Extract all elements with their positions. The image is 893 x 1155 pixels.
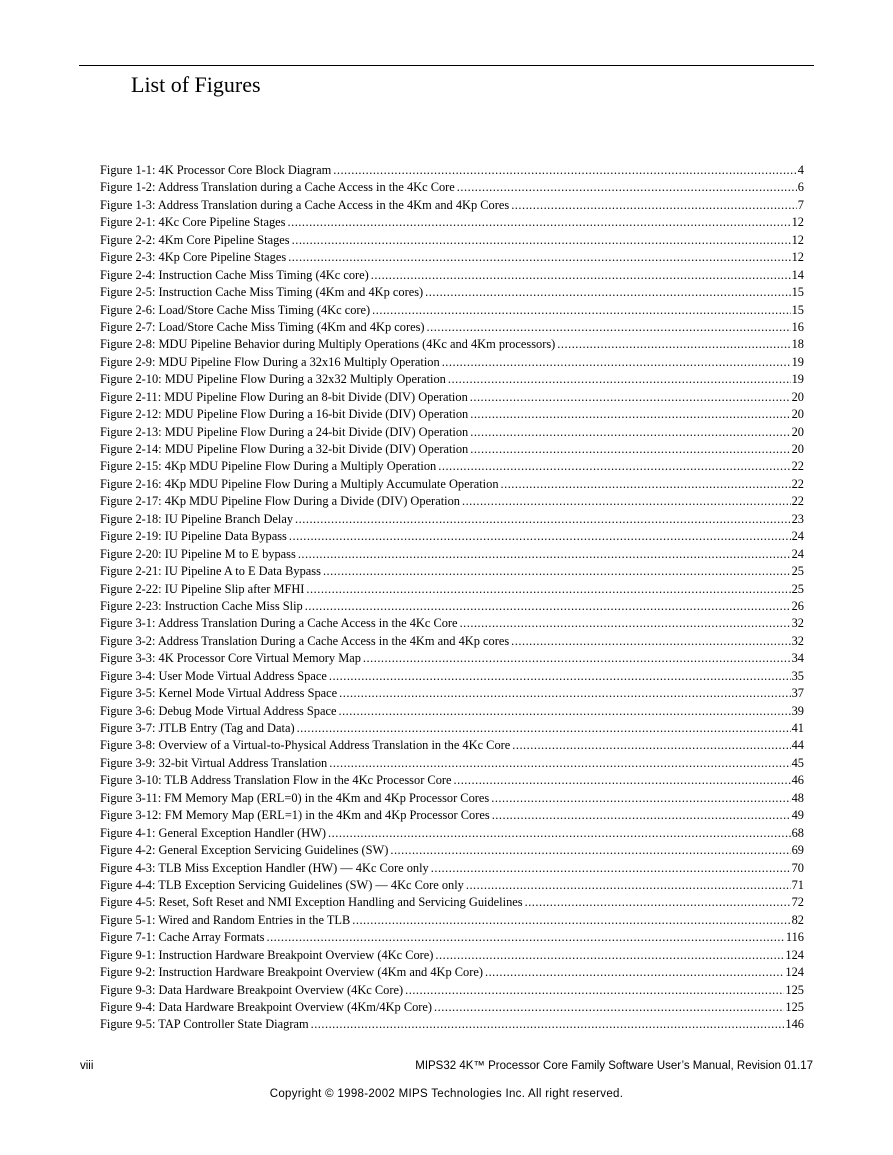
figure-entry[interactable] [100, 808, 804, 825]
dot-leader [511, 198, 797, 213]
dot-leader [329, 756, 790, 771]
figure-entry-page: 22 [791, 459, 804, 474]
figure-entry[interactable] [100, 1000, 804, 1017]
figure-entry[interactable] [100, 407, 804, 424]
dot-leader [457, 180, 797, 195]
footer-manual-title: MIPS32 4K™ Processor Core Family Software User’s Manual, Revision 01.17 [415, 1060, 813, 1072]
figure-entry-label: Figure 3-11: FM Memory Map (ERL=0) in the 4Km and 4Kp Processor Cores [100, 790, 490, 805]
figure-entry[interactable] [100, 285, 804, 302]
figure-entry-page: 125 [785, 1000, 804, 1014]
figure-entry-label: Figure 9-2: Instruction Hardware Breakpoint Overview (4Km and 4Kp Core) [100, 965, 483, 980]
figure-entry-label: Figure 2-10: MDU Pipeline Flow During a 32x32 Multiply Operation [100, 372, 446, 387]
figure-entry-page: 69 [791, 843, 804, 858]
figure-entry-label: Figure 4-1: General Exception Handler (HW) [100, 825, 327, 840]
figure-entry[interactable] [100, 721, 804, 738]
dot-leader [323, 564, 791, 579]
figure-entry-label: Figure 2-20: IU Pipeline M to E bypass [100, 546, 296, 561]
dot-leader [372, 303, 790, 318]
figure-entry[interactable] [100, 215, 804, 232]
dot-leader [311, 1017, 785, 1032]
dot-leader [435, 948, 784, 963]
figure-entry-page: 26 [791, 598, 804, 613]
figure-entry[interactable] [100, 250, 804, 267]
figure-entry-label: Figure 2-17: 4Kp MDU Pipeline Flow During a Divide (DIV) Operation [100, 494, 460, 509]
figure-entry-page: 24 [791, 529, 804, 544]
figure-entry[interactable] [100, 442, 804, 459]
dot-leader [288, 215, 791, 230]
header-rule [79, 65, 814, 66]
figure-entry-label: Figure 2-2: 4Km Core Pipeline Stages [100, 232, 290, 247]
dot-leader [305, 599, 791, 614]
figure-entry-page: 48 [791, 790, 804, 805]
figure-entry-label: Figure 1-2: Address Translation during a Cache Access in the 4Kc Core [100, 180, 455, 195]
figure-entry-page: 37 [791, 686, 804, 701]
figure-entry-label: Figure 2-8: MDU Pipeline Behavior during Multiply Operations (4Kc and 4Km processors) [100, 337, 556, 352]
figure-entry-label: Figure 4-4: TLB Exception Servicing Guidelines (SW) — 4Kc Core only [100, 877, 464, 892]
dot-leader [491, 791, 790, 806]
dot-leader [371, 268, 791, 283]
figure-entry-label: Figure 2-6: Load/Store Cache Miss Timing (4Kc core) [100, 302, 371, 317]
figure-entry-page: 124 [785, 947, 804, 962]
dot-leader [295, 512, 791, 527]
figure-entry-page: 22 [791, 476, 804, 491]
footer-page-number: viii [80, 1060, 94, 1072]
figure-entry[interactable] [100, 355, 804, 372]
figure-entry[interactable] [100, 425, 804, 442]
dot-leader [454, 773, 791, 788]
figure-entry-label: Figure 5-1: Wired and Random Entries in the TLB [100, 912, 351, 927]
dot-leader [390, 843, 790, 858]
figure-entry-page: 39 [791, 703, 804, 718]
figure-entry-page: 72 [791, 895, 804, 910]
figure-entry-page: 116 [785, 930, 804, 945]
figure-entry[interactable] [100, 826, 804, 843]
dot-leader [485, 965, 784, 980]
figure-entry[interactable] [100, 738, 804, 755]
figure-entry-page: 15 [791, 285, 804, 300]
figure-entry-label: Figure 2-15: 4Kp MDU Pipeline Flow During a Multiply Operation [100, 459, 437, 474]
dot-leader [427, 320, 791, 335]
figure-entry[interactable] [100, 686, 804, 703]
figure-entry-page: 15 [791, 302, 804, 317]
figure-entry-page: 46 [791, 773, 804, 788]
figure-entry-label: Figure 3-6: Debug Mode Virtual Address Space [100, 703, 337, 718]
figure-entry-page: 22 [791, 494, 804, 509]
dot-leader [434, 1000, 784, 1015]
figure-entry-label: Figure 1-1: 4K Processor Core Block Diagram [100, 163, 332, 177]
figure-entry-page: 18 [791, 337, 804, 352]
figure-entry[interactable] [100, 930, 804, 947]
figure-entry[interactable] [100, 965, 804, 982]
dot-leader [470, 425, 790, 440]
dot-leader [438, 459, 790, 474]
dot-leader [306, 582, 790, 597]
figure-entry[interactable] [100, 669, 804, 686]
dot-leader [431, 861, 791, 876]
figure-entry-label: Figure 2-7: Load/Store Cache Miss Timing (4Km and 4Kp cores) [100, 319, 425, 334]
figure-entry-page: 68 [791, 825, 804, 840]
figure-entry[interactable] [100, 582, 804, 599]
figure-entry[interactable] [100, 1017, 804, 1034]
dot-leader [328, 826, 791, 841]
figure-entry-label: Figure 3-2: Address Translation During a Cache Access in the 4Km and 4Kp cores [100, 633, 510, 648]
figure-entry-page: 6 [797, 180, 804, 195]
figure-entry[interactable] [100, 704, 804, 721]
figure-entry-page: 20 [791, 407, 804, 422]
dot-leader [338, 704, 790, 719]
figure-entry[interactable] [100, 180, 804, 197]
figure-entry[interactable] [100, 913, 804, 930]
figure-entry[interactable] [100, 529, 804, 546]
figure-entry-page: 70 [791, 860, 804, 875]
figure-entry[interactable] [100, 268, 804, 285]
dot-leader [466, 878, 791, 893]
figure-entry-page: 12 [791, 250, 804, 265]
figure-entry-label: Figure 3-8: Overview of a Virtual-to-Physical Address Translation in the 4Kc Core [100, 738, 511, 753]
figure-list [100, 163, 804, 1035]
figure-entry-page: 49 [791, 808, 804, 823]
figure-entry-label: Figure 2-11: MDU Pipeline Flow During an 8-bit Divide (DIV) Operation [100, 389, 468, 404]
dot-leader [292, 233, 791, 248]
dot-leader [511, 634, 790, 649]
figure-entry[interactable] [100, 616, 804, 633]
figure-entry[interactable] [100, 843, 804, 860]
figure-entry[interactable] [100, 773, 804, 790]
dot-leader [405, 983, 784, 998]
figure-entry-label: Figure 3-1: Address Translation During a Cache Access in the 4Kc Core [100, 616, 458, 631]
figure-entry-page: 32 [791, 616, 804, 631]
figure-entry[interactable] [100, 320, 804, 337]
figure-entry-page: 24 [791, 546, 804, 561]
figure-entry[interactable] [100, 198, 804, 215]
figure-entry-label: Figure 9-1: Instruction Hardware Breakpoint Overview (4Kc Core) [100, 947, 434, 962]
dot-leader [339, 686, 790, 701]
figure-entry-label: Figure 2-4: Instruction Cache Miss Timing (4Kc core) [100, 267, 369, 282]
figure-entry[interactable] [100, 512, 804, 529]
figure-entry-label: Figure 2-9: MDU Pipeline Flow During a 32x16 Multiply Operation [100, 354, 440, 369]
figure-entry-page: 20 [791, 389, 804, 404]
figure-entry-label: Figure 9-3: Data Hardware Breakpoint Overview (4Kc Core) [100, 982, 404, 997]
dot-leader [470, 390, 791, 405]
dot-leader [289, 529, 791, 544]
figure-entry[interactable] [100, 303, 804, 320]
figure-entry-label: Figure 2-13: MDU Pipeline Flow During a 24-bit Divide (DIV) Operation [100, 424, 469, 439]
dot-leader [352, 913, 790, 928]
figure-entry-label: Figure 2-12: MDU Pipeline Flow During a 16-bit Divide (DIV) Operation [100, 407, 469, 422]
figure-entry[interactable] [100, 547, 804, 564]
figure-entry-label: Figure 4-2: General Exception Servicing Guidelines (SW) [100, 843, 389, 858]
figure-entry[interactable] [100, 233, 804, 250]
figure-entry-page: 124 [785, 965, 804, 980]
figure-entry-label: Figure 3-4: User Mode Virtual Address Space [100, 668, 327, 683]
dot-leader [470, 407, 790, 422]
dot-leader [442, 355, 791, 370]
figure-entry[interactable] [100, 599, 804, 616]
dot-leader [512, 738, 790, 753]
figure-entry-page: 44 [791, 738, 804, 753]
figure-entry-label: Figure 2-18: IU Pipeline Branch Delay [100, 511, 294, 526]
figure-entry-page: 19 [791, 354, 804, 369]
figure-entry[interactable] [100, 861, 804, 878]
figure-entry-page: 12 [791, 215, 804, 230]
figure-entry-label: Figure 3-9: 32-bit Virtual Address Translation [100, 755, 328, 770]
figure-entry[interactable] [100, 756, 804, 773]
figure-entry-label: Figure 2-3: 4Kp Core Pipeline Stages [100, 250, 287, 265]
figure-entry-page: 16 [791, 319, 804, 334]
dot-leader [557, 337, 790, 352]
figure-entry-page: 82 [791, 912, 804, 927]
figure-entry-label: Figure 3-3: 4K Processor Core Virtual Memory Map [100, 651, 361, 666]
figure-entry[interactable] [100, 459, 804, 476]
figure-entry-page: 25 [791, 564, 804, 579]
figure-entry-page: 20 [791, 424, 804, 439]
dot-leader [298, 547, 791, 562]
dot-leader [329, 669, 791, 684]
figure-entry-page: 41 [791, 721, 804, 735]
figure-entry-label: Figure 3-12: FM Memory Map (ERL=1) in the 4Km and 4Kp Processor Cores [100, 808, 490, 823]
figure-entry-label: Figure 4-3: TLB Miss Exception Handler (HW) — 4Kc Core only [100, 860, 429, 875]
figure-entry-page: 7 [797, 197, 804, 212]
figure-entry-label: Figure 1-3: Address Translation during a Cache Access in the 4Km and 4Kp Cores [100, 197, 510, 212]
dot-leader [266, 930, 784, 945]
figure-entry-label: Figure 9-4: Data Hardware Breakpoint Overview (4Km/4Kp Core) [100, 1000, 433, 1014]
figure-entry-page: 4 [797, 163, 804, 177]
figure-entry[interactable] [100, 895, 804, 912]
figure-entry-page: 12 [791, 232, 804, 247]
footer-copyright: Copyright © 1998-2002 MIPS Technologies Inc. All right reserved. [269, 1088, 624, 1100]
dot-leader [501, 477, 791, 492]
dot-leader [297, 721, 791, 736]
figure-entry-label: Figure 3-10: TLB Address Translation Flow in the 4Kc Processor Core [100, 773, 452, 788]
figure-entry-label: Figure 2-14: MDU Pipeline Flow During a 32-bit Divide (DIV) Operation [100, 442, 469, 456]
figure-entry[interactable] [100, 651, 804, 668]
figure-entry[interactable] [100, 634, 804, 651]
figure-entry[interactable] [100, 948, 804, 965]
figure-entry[interactable] [100, 494, 804, 511]
dot-leader [425, 285, 790, 300]
dot-leader [462, 494, 791, 509]
dot-leader [288, 250, 790, 265]
figure-entry-page: 35 [791, 668, 804, 683]
figure-entry-label: Figure 2-1: 4Kc Core Pipeline Stages [100, 215, 286, 230]
figure-entry-page: 19 [791, 372, 804, 387]
figure-entry-page: 146 [785, 1017, 804, 1032]
dot-leader [492, 808, 791, 823]
figure-entry[interactable] [100, 791, 804, 808]
figure-entry[interactable] [100, 564, 804, 581]
figure-entry-label: Figure 3-5: Kernel Mode Virtual Address Space [100, 686, 338, 701]
figure-entry[interactable] [100, 477, 804, 494]
figure-entry[interactable] [100, 390, 804, 407]
figure-entry-page: 125 [785, 982, 804, 997]
figure-entry-label: Figure 2-16: 4Kp MDU Pipeline Flow During a Multiply Accumulate Operation [100, 476, 499, 491]
figure-entry-label: Figure 2-21: IU Pipeline A to E Data Bypass [100, 564, 321, 579]
dot-leader [460, 616, 791, 631]
figure-entry-label: Figure 7-1: Cache Array Formats [100, 930, 265, 945]
figure-entry-page: 34 [791, 651, 804, 666]
figure-entry-label: Figure 3-7: JTLB Entry (Tag and Data) [100, 721, 295, 735]
figure-entry-label: Figure 2-19: IU Pipeline Data Bypass [100, 529, 287, 544]
figure-entry-page: 32 [791, 633, 804, 648]
figure-entry-label: Figure 2-23: Instruction Cache Miss Slip [100, 598, 303, 613]
dot-leader [525, 895, 791, 910]
figure-entry-page: 45 [791, 755, 804, 770]
figure-entry-label: Figure 2-5: Instruction Cache Miss Timing (4Km and 4Kp cores) [100, 285, 424, 300]
figure-entry-page: 25 [791, 581, 804, 596]
figure-entry-page: 23 [791, 511, 804, 526]
figure-entry-page: 14 [791, 267, 804, 282]
figure-entry-label: Figure 9-5: TAP Controller State Diagram [100, 1017, 309, 1032]
dot-leader [448, 372, 791, 387]
page-title: List of Figures [131, 72, 261, 97]
figure-entry-label: Figure 2-22: IU Pipeline Slip after MFHI [100, 581, 305, 596]
figure-entry-label: Figure 4-5: Reset, Soft Reset and NMI Exception Handling and Servicing Guidelines [100, 895, 523, 910]
dot-leader [363, 651, 791, 666]
dot-leader [470, 442, 790, 457]
figure-entry-page: 20 [791, 442, 804, 456]
dot-leader [333, 163, 797, 178]
figure-entry-page: 71 [791, 877, 804, 892]
figure-entry[interactable] [100, 163, 804, 180]
figure-entry[interactable] [100, 372, 804, 389]
figure-entry[interactable] [100, 878, 804, 895]
figure-entry[interactable] [100, 983, 804, 1000]
figure-entry[interactable] [100, 337, 804, 354]
